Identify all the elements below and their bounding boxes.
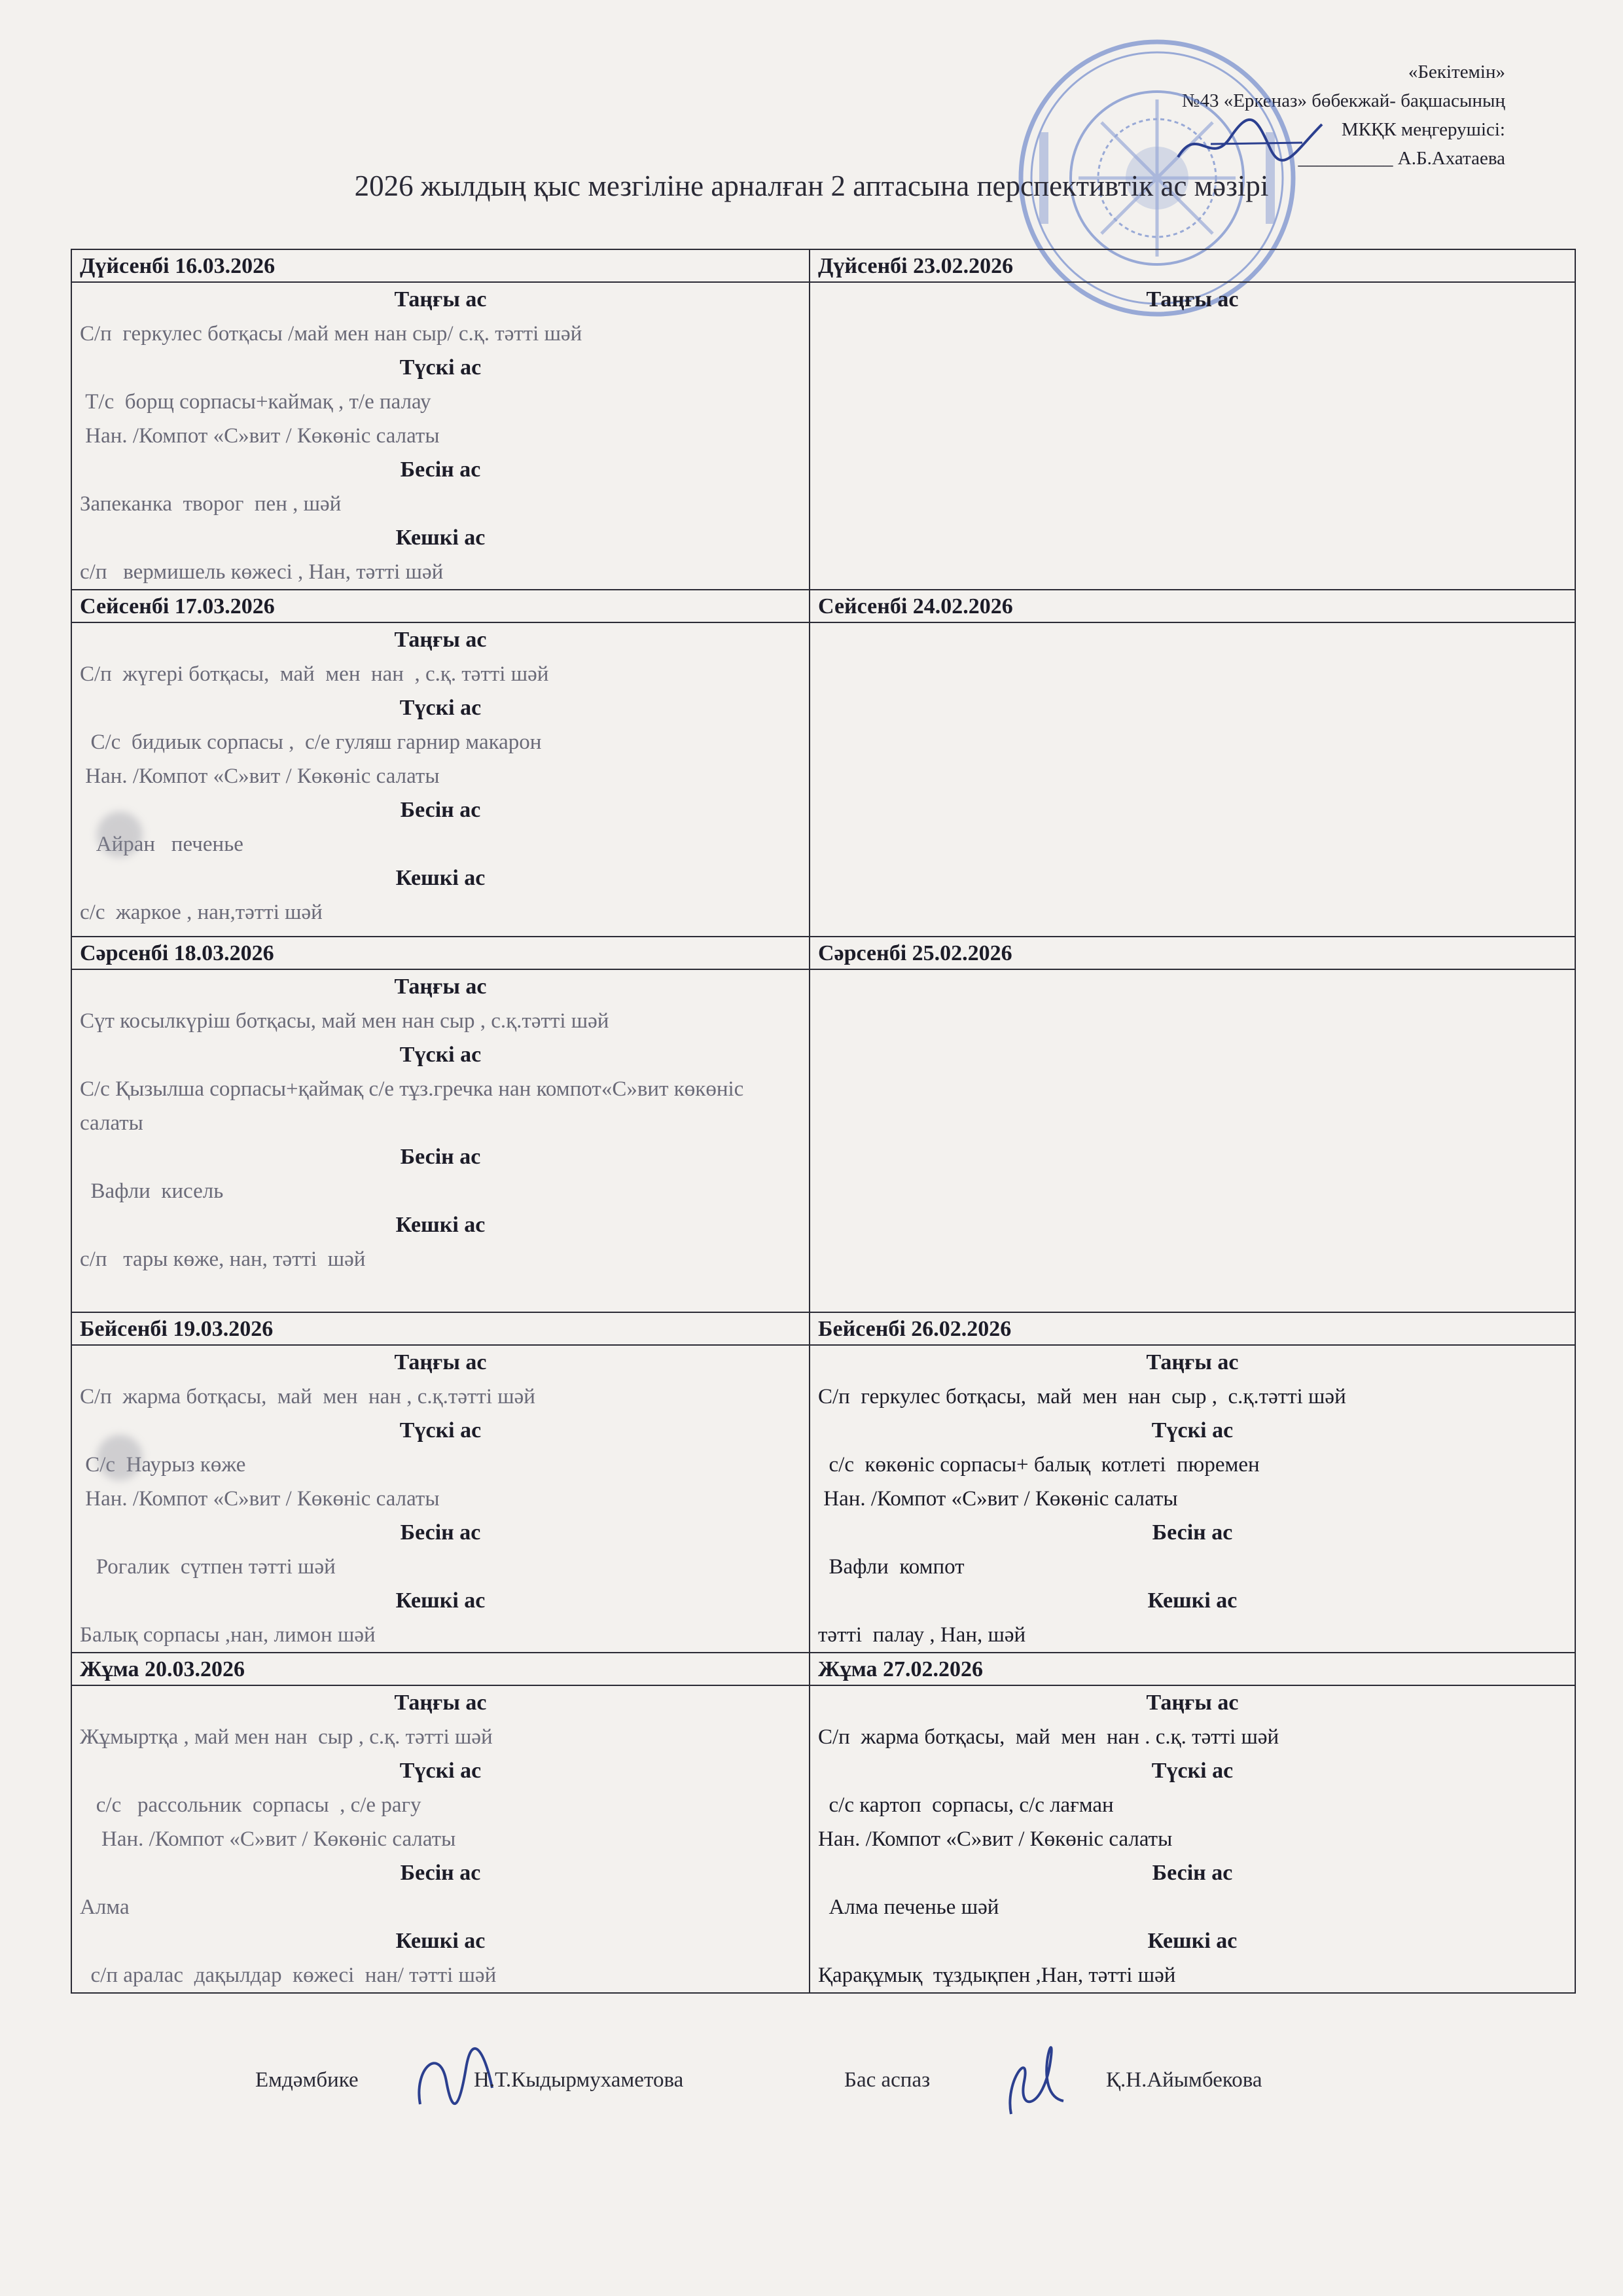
meal-label-snack: Бесін ас (400, 1145, 481, 1169)
day-header-left: Бейсенбі 19.03.2026 (71, 1312, 810, 1345)
meal-label-snack: Бесін ас (400, 457, 481, 482)
day-menu-cell-left (71, 969, 810, 1312)
meal-label-dinner: Кешкі ас (395, 1588, 486, 1613)
meal-item-snack: Вафли кисель (80, 1179, 224, 1203)
meal-label-breakfast: Таңғы ас (394, 1691, 487, 1715)
meal-item-lunch: Нан. /Компот «С»вит / Көкөніс салаты (80, 1827, 456, 1851)
meal-item-lunch: С/с бидиык сорпасы , с/е гуляш гарнир макарон (80, 730, 542, 754)
day-header-right: Дүйсенбі 23.02.2026 (810, 249, 1575, 282)
meal-label-lunch: Түскі ас (399, 1759, 482, 1783)
day-menu-cell-right (810, 1345, 1575, 1653)
meal-item-breakfast: С/п жарма ботқасы, май мен нан , с.қ.тәтті шәй (80, 1385, 535, 1408)
chef-role: Бас аспаз (844, 2068, 931, 2092)
meal-label-lunch: Түскі ас (399, 1043, 482, 1067)
approval-heading: «Бекітемін» (1408, 62, 1505, 82)
meal-item-lunch: Нан. /Компот «С»вит / Көкөніс салаты (80, 1487, 440, 1511)
menu-table (71, 249, 1576, 1994)
chef-name: Қ.Н.Айымбекова (1106, 2068, 1262, 2092)
meal-item-breakfast: С/п жүгері ботқасы, май мен нан , с.қ. тәтті шәй (80, 662, 549, 686)
page-title: 2026 жылдың қыс мезгіліне арналған 2 аптасына перспективтік ас мәзірі (354, 170, 1269, 202)
meal-item-lunch: С/с Қызылша сорпасы+қаймақ с/е тұз.гречка нан компот«С»вит көкөніс салаты (80, 1077, 744, 1135)
dietitian-name: Н.Т.Кыдырмухаметова (474, 2068, 684, 2092)
day-menu-cell-right (810, 282, 1575, 590)
meal-label-breakfast: Таңғы ас (394, 287, 487, 312)
meal-item-lunch: С/с Наурыз көже (80, 1453, 246, 1477)
meal-label-lunch: Түскі ас (1151, 1418, 1234, 1443)
day-menu-cell-left (71, 282, 810, 590)
meal-item-dinner: Қарақұмық тұздықпен ,Нан, тәтті шәй (818, 1964, 1176, 1987)
chef-signature (985, 2042, 1070, 2121)
meal-label-breakfast: Таңғы ас (1146, 1350, 1239, 1374)
meal-item-snack: Алма (80, 1895, 130, 1919)
day-header-row (71, 1653, 1575, 1685)
meal-item-breakfast: Жұмыртқа , май мен нан сыр , с.қ. тәтті шәй (80, 1725, 493, 1749)
meal-item-snack: Запеканка творог пен , шәй (80, 492, 342, 516)
meal-item-dinner: тәтті палау , Нан, шәй (818, 1623, 1026, 1647)
meal-label-dinner: Кешкі ас (1147, 1929, 1238, 1953)
meal-item-snack: Алма печенье шәй (818, 1895, 999, 1919)
meal-label-breakfast: Таңғы ас (394, 975, 487, 999)
meal-label-dinner: Кешкі ас (1147, 1588, 1238, 1613)
approval-organization: №43 «Еркеназ» бөбекжай- бақшасының (1181, 90, 1505, 111)
meal-item-lunch: Нан. /Компот «С»вит / Көкөніс салаты (818, 1487, 1178, 1511)
meal-label-lunch: Түскі ас (1151, 1759, 1234, 1783)
meal-item-dinner: с/п аралас дақылдар көжесі нан/ тәтті шәй (80, 1964, 497, 1987)
day-header-left: Дүйсенбі 16.03.2026 (71, 249, 810, 282)
meal-item-breakfast: С/п геркулес ботқасы, май мен нан сыр , с.қ.тәтті шәй (818, 1385, 1346, 1408)
meal-item-snack: Рогалик сүтпен тәтті шәй (80, 1555, 336, 1579)
scan-smudge (97, 1435, 143, 1480)
day-header-left: Сейсенбі 17.03.2026 (71, 590, 810, 622)
day-menu-cell-right (810, 622, 1575, 937)
meal-item-snack: Вафли компот (818, 1555, 965, 1579)
meal-label-dinner: Кешкі ас (395, 1213, 486, 1237)
scan-smudge (97, 812, 143, 857)
meal-label-breakfast: Таңғы ас (1146, 287, 1239, 312)
meal-label-lunch: Түскі ас (399, 355, 482, 380)
approval-position: МКҚК меңгерушісі: (1341, 119, 1505, 140)
day-header-right: Сәрсенбі 25.02.2026 (810, 937, 1575, 969)
day-menu-cell-left (71, 1345, 810, 1653)
meal-item-breakfast: С/п жарма ботқасы, май мен нан . с.қ. тәтті шәй (818, 1725, 1279, 1749)
meal-label-dinner: Кешкі ас (395, 866, 486, 890)
day-menu-row (71, 282, 1575, 590)
meal-item-breakfast: С/п геркулес ботқасы /май мен нан сыр/ с.қ. тәтті шәй (80, 322, 582, 346)
meal-label-breakfast: Таңғы ас (394, 1350, 487, 1374)
day-menu-cell-left (71, 622, 810, 937)
meal-item-lunch: с/с көкөніс сорпасы+ балық котлеті пюремен (818, 1453, 1260, 1477)
meal-item-lunch: с/с рассольник сорпасы , с/е рагу (80, 1793, 421, 1817)
meal-item-lunch: Нан. /Компот «С»вит / Көкөніс салаты (80, 764, 440, 788)
signature-row (0, 2042, 1623, 2121)
day-header-row (71, 1312, 1575, 1345)
day-header-right: Бейсенбі 26.02.2026 (810, 1312, 1575, 1345)
meal-item-lunch: с/с картоп сорпасы, с/с лағман (818, 1793, 1114, 1817)
meal-item-dinner: Балық сорпасы ,нан, лимон шәй (80, 1623, 376, 1647)
day-header-row (71, 590, 1575, 622)
approval-director: __________ А.Б.Ахатаева (1298, 148, 1505, 169)
meal-label-dinner: Кешкі ас (395, 1929, 486, 1953)
day-header-row (71, 937, 1575, 969)
meal-label-snack: Бесін ас (400, 798, 481, 822)
meal-label-breakfast: Таңғы ас (1146, 1691, 1239, 1715)
day-header-right: Жұма 27.02.2026 (810, 1653, 1575, 1685)
meal-item-breakfast: Сүт косылкүріш ботқасы, май мен нан сыр , с.қ.тәтті шәй (80, 1009, 609, 1033)
director-signature (1171, 111, 1329, 170)
meal-item-dinner: с/п вермишель көжесі , Нан, тәтті шәй (80, 560, 444, 584)
meal-label-dinner: Кешкі ас (395, 526, 486, 550)
day-menu-cell-right (810, 969, 1575, 1312)
meal-label-snack: Бесін ас (1152, 1520, 1233, 1545)
meal-label-snack: Бесін ас (1152, 1861, 1233, 1885)
meal-label-lunch: Түскі ас (399, 1418, 482, 1443)
day-header-right: Сейсенбі 24.02.2026 (810, 590, 1575, 622)
day-header-left: Жұма 20.03.2026 (71, 1653, 810, 1685)
meal-label-snack: Бесін ас (400, 1861, 481, 1885)
meal-item-lunch: Нан. /Компот «С»вит / Көкөніс салаты (80, 424, 440, 448)
meal-item-snack: Айран печенье (80, 833, 243, 856)
day-menu-cell-right (810, 1685, 1575, 1993)
meal-label-snack: Бесін ас (400, 1520, 481, 1545)
meal-item-lunch: Нан. /Компот «С»вит / Көкөніс салаты (818, 1827, 1173, 1851)
day-header-row (71, 249, 1575, 282)
day-menu-row (71, 1685, 1575, 1993)
day-menu-row (71, 622, 1575, 937)
meal-item-dinner: с/п тары көже, нан, тәтті шәй (80, 1247, 366, 1271)
meal-label-breakfast: Таңғы ас (394, 628, 487, 652)
day-menu-row (71, 969, 1575, 1312)
meal-label-lunch: Түскі ас (399, 696, 482, 720)
day-menu-row (71, 1345, 1575, 1653)
meal-item-dinner: с/с жаркое , нан,тәтті шәй (80, 901, 323, 924)
day-menu-cell-left (71, 1685, 810, 1993)
day-header-left: Сәрсенбі 18.03.2026 (71, 937, 810, 969)
meal-item-lunch: Т/с борщ сорпасы+каймақ , т/е палау (80, 390, 431, 414)
dietitian-role: Емдәмбике (255, 2068, 359, 2092)
